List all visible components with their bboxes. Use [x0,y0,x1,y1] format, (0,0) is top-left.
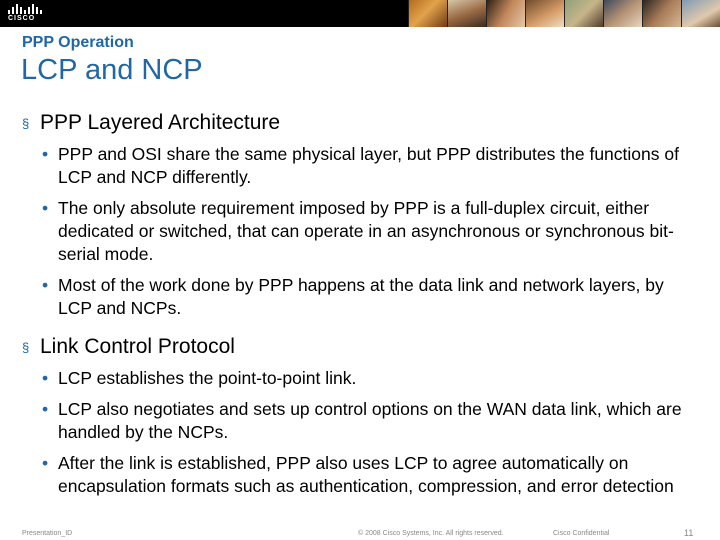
square-bullet-icon: § [22,116,30,131]
cisco-logo-bars-icon [8,4,42,14]
bullet-text: LCP establishes the point-to-point link. [58,368,357,388]
presentation-id: Presentation_ID [22,530,73,537]
bullet-point [38,197,688,266]
header-photo [603,0,642,27]
bullet-point [38,143,688,189]
bullet-text: The only absolute requirement imposed by PPP is a full-duplex circuit, either dedicated or switched, that can operate in an asynchronous or synchronous bit-serial mode. [58,198,674,264]
bullet-dot-icon: • [42,275,49,295]
cisco-logo-text: CISCO [8,15,36,22]
page-number: 11 [684,528,694,538]
bullet-text: After the link is established, PPP also uses LCP to agree automatically on encapsulation formats such as authentication, compression, and error detection [58,453,674,496]
bullet-dot-icon: • [42,453,49,473]
bullet-dot-icon: • [42,144,49,164]
section-heading [22,110,702,137]
header-photo-strip [408,0,720,27]
header-photo [525,0,564,27]
header-photo [564,0,603,27]
bullet-point [38,274,688,320]
bullet-point [38,367,688,390]
bullet-dot-icon: • [42,198,49,218]
header-photo [681,0,720,27]
header-photo [486,0,525,27]
section-heading-text: PPP Layered Architecture [40,111,281,134]
bullet-point [38,398,688,444]
bullet-point [38,452,688,498]
header-photo [642,0,681,27]
bullet-text: LCP also negotiates and sets up control options on the WAN data link, which are handled by the NCPs. [58,399,682,442]
bullet-dot-icon: • [42,399,49,419]
confidentiality-label: Cisco Confidential [553,530,610,537]
slide-content [22,110,702,498]
copyright-notice: © 2008 Cisco Systems, Inc. All rights reserved. [358,530,504,537]
header-photo [408,0,447,27]
slide-subtitle: PPP Operation [22,34,134,51]
bullet-text: PPP and OSI share the same physical layer, but PPP distributes the functions of LCP and NCP differently. [58,144,679,187]
square-bullet-icon: § [22,340,30,355]
header-photo [447,0,486,27]
header-bar [0,0,720,27]
slide-title: LCP and NCP [21,54,203,86]
section-heading [22,334,702,361]
slide-footer [0,528,720,540]
bullet-text: Most of the work done by PPP happens at the data link and network layers, by LCP and NCPs. [58,275,664,318]
cisco-logo [8,4,42,24]
bullet-dot-icon: • [42,368,49,388]
section-heading-text: Link Control Protocol [40,335,235,358]
